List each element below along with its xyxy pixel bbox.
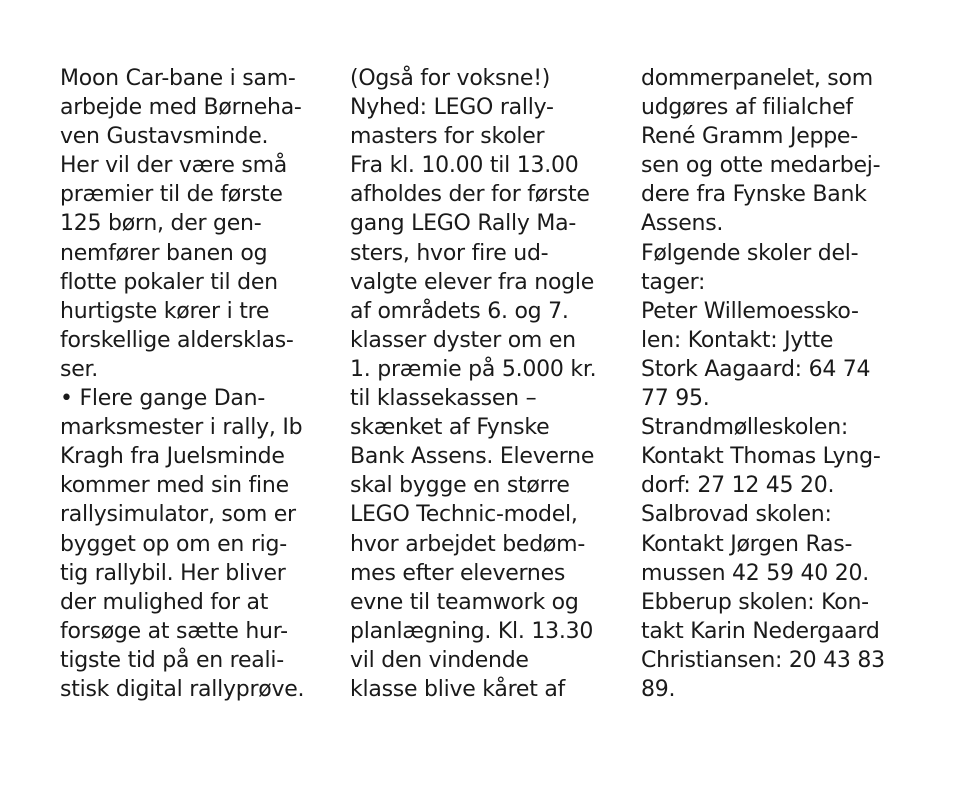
text-line: dere fra Fynske Bank — [641, 182, 867, 208]
text-line: arbejde med Børneha- — [60, 95, 302, 121]
text-line: ven Gustavsminde. — [60, 124, 269, 150]
text-line: forsøge at sætte hur- — [60, 618, 288, 644]
text-line: rallysimulator, som er — [60, 502, 296, 528]
text-line: • Flere gange Dan- — [60, 386, 266, 412]
text-line: mes efter elevernes — [350, 560, 566, 586]
text-line: Peter Willemoessko- — [641, 298, 859, 324]
text-line: len: Kontakt: Jytte — [641, 327, 834, 353]
text-line: nemfører banen og — [60, 240, 268, 266]
text-line: Kragh fra Juelsminde — [60, 444, 285, 470]
text-column-2 — [350, 64, 630, 704]
text-line: vil den vindende — [350, 647, 529, 673]
text-line: klasser dyster om en — [350, 327, 576, 353]
text-line: af områdets 6. og 7. — [350, 298, 569, 324]
text-line: skal bygge en større — [350, 473, 570, 499]
text-line: mussen 42 59 40 20. — [641, 560, 869, 586]
text-line: bygget op om en rig- — [60, 531, 287, 557]
text-line: tigste tid på en reali- — [60, 647, 284, 673]
text-line: Ebberup skolen: Kon- — [641, 589, 869, 615]
text-line: Moon Car-bane i sam- — [60, 66, 296, 91]
text-line: dorf: 27 12 45 20. — [641, 473, 835, 499]
text-line: Nyhed: LEGO rally- — [350, 95, 554, 121]
text-line: Kontakt Thomas Lyng- — [641, 444, 881, 470]
text-line: kommer med sin fine — [60, 473, 289, 499]
text-line: Kontakt Jørgen Ras- — [641, 531, 853, 557]
text-line: afholdes der for første — [350, 182, 590, 208]
text-line: René Gramm Jeppe- — [641, 124, 858, 150]
text-line: dommerpanelet, som — [641, 66, 873, 91]
text-line: Følgende skoler del- — [641, 240, 859, 266]
text-line: Christiansen: 20 43 83 — [641, 647, 885, 673]
text-line: Assens. — [641, 211, 724, 237]
text-line: præmier til de første — [60, 182, 283, 208]
text-line: tager: — [641, 269, 706, 295]
text-line: 125 børn, der gen- — [60, 211, 262, 237]
text-line: skænket af Fynske — [350, 415, 550, 441]
text-line: Salbrovad skolen: — [641, 502, 832, 528]
text-line: klasse blive kåret af — [350, 676, 566, 702]
text-line: 77 95. — [641, 386, 710, 412]
text-line: sen og otte medarbej- — [641, 153, 881, 179]
text-line: marksmester i rally, Ib — [60, 415, 303, 441]
text-line: der mulighed for at — [60, 589, 269, 615]
text-line: gang LEGO Rally Ma- — [350, 211, 577, 237]
text-line: sters, hvor fire ud- — [350, 240, 549, 266]
text-line: hurtigste kører i tre — [60, 298, 270, 324]
text-line: Her vil der være små — [60, 153, 287, 179]
text-line: (Også for voksne!) — [350, 66, 551, 91]
text-line: tig rallybil. Her bliver — [60, 560, 286, 586]
text-column-3 — [641, 64, 931, 704]
text-line: flotte pokaler til den — [60, 269, 278, 295]
text-column-1 — [60, 64, 340, 704]
text-line: evne til teamwork og — [350, 589, 579, 615]
text-line: stisk digital rallyprøve. — [60, 676, 305, 702]
text-line: masters for skoler — [350, 124, 545, 150]
text-line: til klassekassen – — [350, 386, 537, 412]
text-line: 1. præmie på 5.000 kr. — [350, 356, 597, 382]
text-line: udgøres af filialchef — [641, 95, 853, 121]
text-line: forskellige aldersklas- — [60, 327, 294, 353]
text-line: valgte elever fra nogle — [350, 269, 595, 295]
text-line: Stork Aagaard: 64 74 — [641, 356, 871, 382]
text-line: Bank Assens. Eleverne — [350, 444, 595, 470]
text-line: 89. — [641, 676, 676, 702]
text-line: hvor arbejdet bedøm- — [350, 531, 586, 557]
text-line: takt Karin Nedergaard — [641, 618, 880, 644]
text-line: Fra kl. 10.00 til 13.00 — [350, 153, 579, 179]
text-line: planlægning. Kl. 13.30 — [350, 618, 594, 644]
text-line: ser. — [60, 356, 99, 382]
text-line: Strandmølleskolen: — [641, 415, 849, 441]
text-line: LEGO Technic-model, — [350, 502, 578, 528]
